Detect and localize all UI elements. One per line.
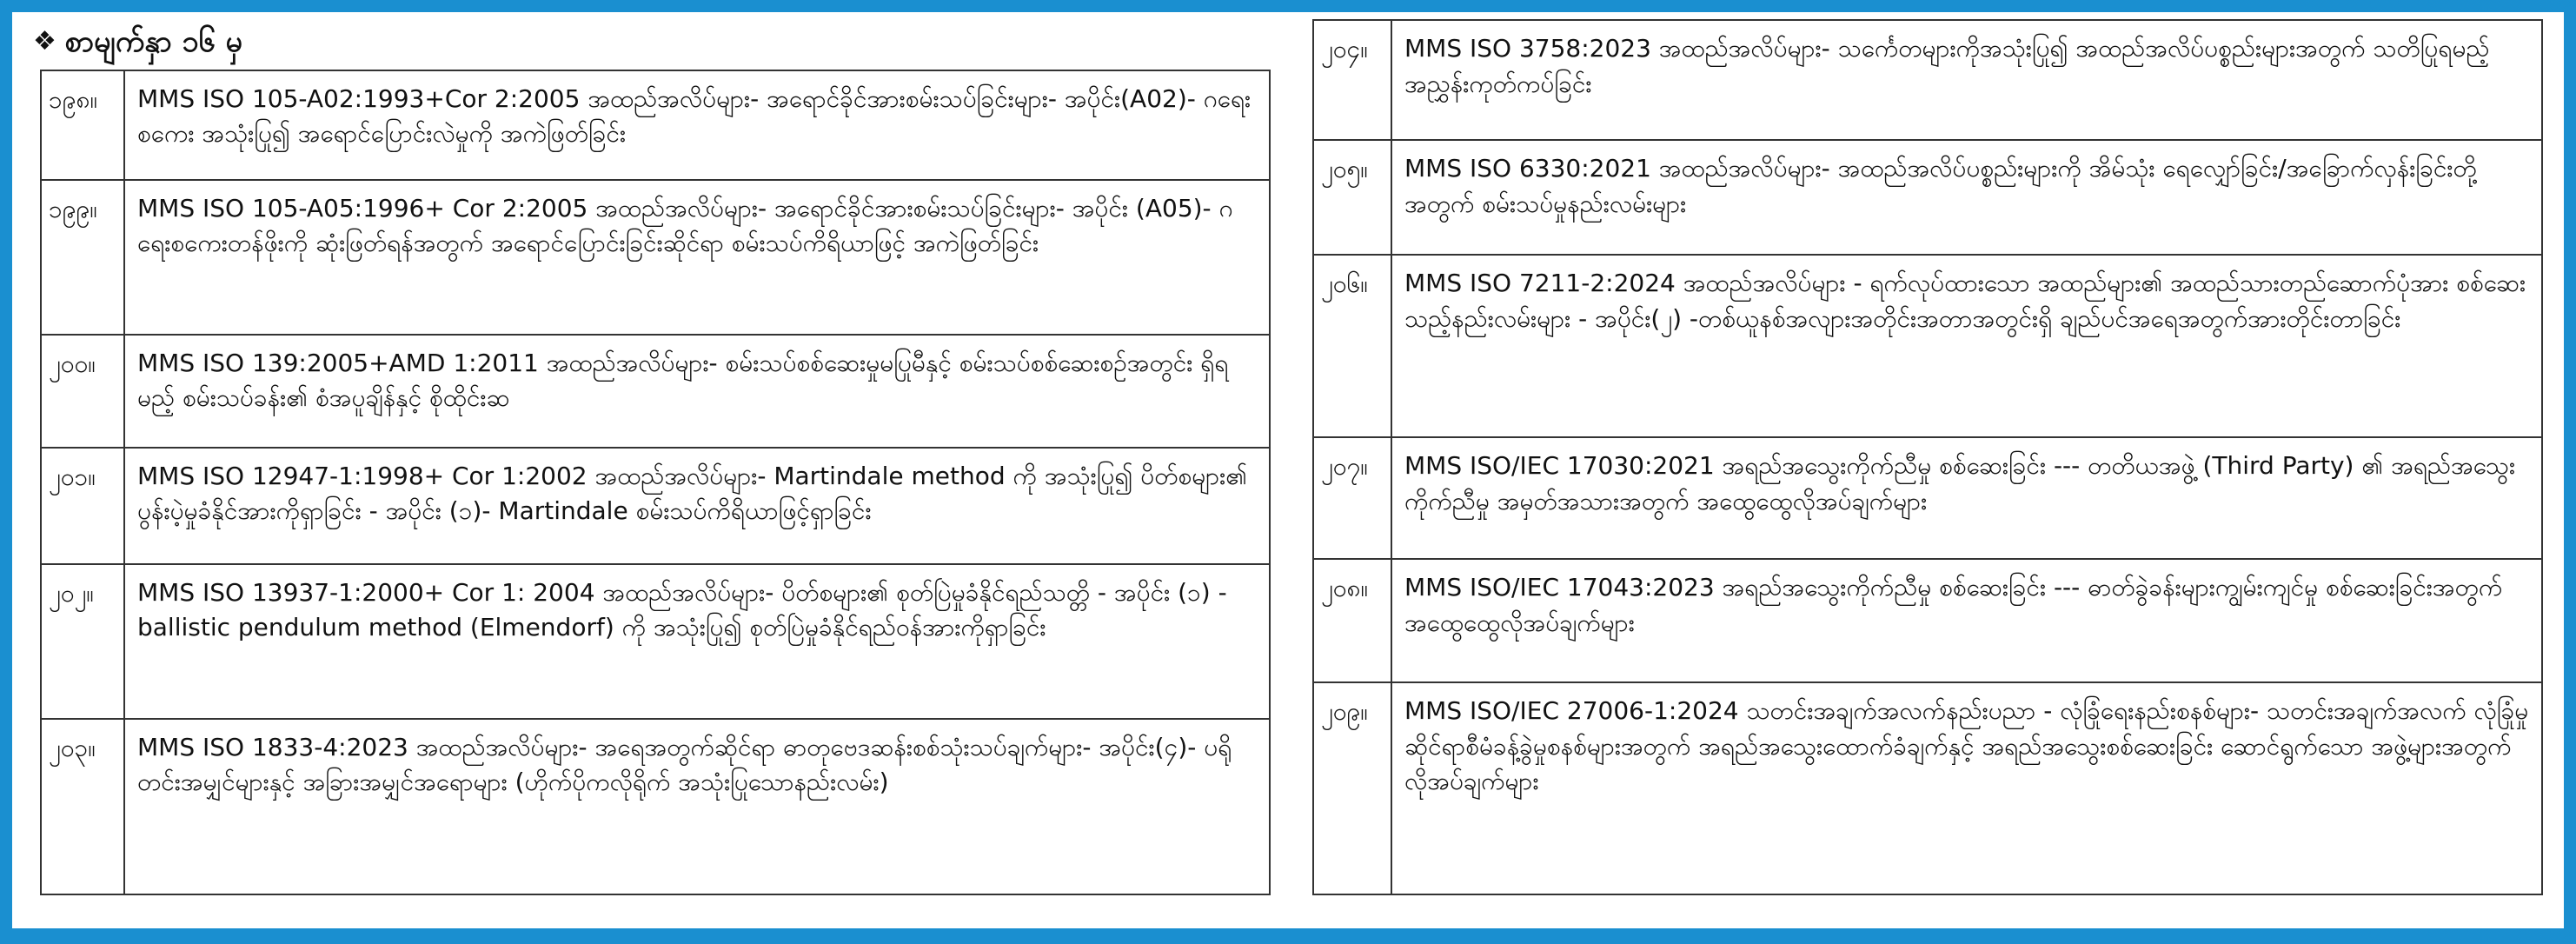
row-number: ၂၀၀။ xyxy=(42,336,125,447)
row-number: ၂၀၈။ xyxy=(1314,560,1392,681)
row-number: ၂၀၉။ xyxy=(1314,683,1392,894)
table-row xyxy=(1314,141,2541,256)
table-row xyxy=(42,181,1269,336)
row-text: MMS ISO/IEC 27006-1:2024 သတင်းအချက်အလက်နည်းပညာ - လုံခြုံရေးနည်းစနစ်များ- သတင်းအချက်အလက် လုံခြုံမှုဆိုင်ရာစီမံခန့်ခွဲမှုစနစ်များအတွက် အရည်အသွေးထောက်ခံချက်နှင့် အရည်အသွေးစစ်ဆေးခြင်း ဆောင်ရွက်သော အဖွဲ့များအတွက် လိုအပ်ချက်များ xyxy=(1404,696,2529,796)
table-row xyxy=(42,565,1269,720)
heading-label: စာမျက်နှာ ၁၆ မှ xyxy=(64,24,242,59)
row-text: MMS ISO 6330:2021 အထည်အလိပ်များ- အထည်အလိပ်ပစ္စည်းများကို အိမ်သုံး ရေလျှော်ခြင်း/အခြောက်လှန်းခြင်းတို့အတွက် စမ်းသပ်မှုနည်းလမ်းများ xyxy=(1404,154,2477,218)
row-number: ၂၀၇။ xyxy=(1314,438,1392,558)
table-row xyxy=(1314,683,2541,894)
row-number: ၁၉၈။ xyxy=(42,71,125,179)
section-heading xyxy=(33,19,242,64)
table-row xyxy=(42,336,1269,449)
row-number: ၂၀၆။ xyxy=(1314,256,1392,436)
diamond-bullet-icon: ❖ xyxy=(33,26,56,57)
table-row xyxy=(1314,256,2541,438)
row-number: ၂၀၄။ xyxy=(1314,21,1392,139)
right-standards-table xyxy=(1312,19,2543,895)
row-number: ၂၀၁။ xyxy=(42,449,125,563)
row-number: ၁၉၉။ xyxy=(42,181,125,334)
left-standards-table xyxy=(40,70,1271,895)
table-row xyxy=(42,71,1269,181)
row-number: ၂၀၂။ xyxy=(42,565,125,718)
row-text: MMS ISO/IEC 17030:2021 အရည်အသွေးကိုက်ညီမှု စစ်ဆေးခြင်း --- တတိယအဖွဲ့ (Third Party) ၏ အရည်အသွေးကိုက်ညီမှု အမှတ်အသားအတွက် အထွေထွေလိုအပ်ချက်များ xyxy=(1404,451,2516,515)
row-text: MMS ISO 105-A05:1996+ Cor 2:2005 အထည်အလိပ်များ- အရောင်ခိုင်အားစမ်းသပ်ခြင်းများ- အပိုင်း (A05)- ဂရေးစကေးတန်ဖိုးကို ဆုံးဖြတ်ရန်အတွက် အရောင်ပြောင်းခြင်းဆိုင်ရာ စမ်းသပ်ကိရိယာဖြင့် အကဲဖြတ်ခြင်း xyxy=(137,194,1233,257)
row-text: MMS ISO 139:2005+AMD 1:2011 အထည်အလိပ်များ- စမ်းသပ်စစ်ဆေးမှုမပြုမီနှင့် စမ်းသပ်စစ်ဆေးစဉ်အတွင်း ရှိရမည့် စမ်းသပ်ခန်း၏ စံအပူချိန်နှင့် စိုထိုင်းဆ xyxy=(137,349,1229,412)
table-row xyxy=(1314,560,2541,683)
row-text: MMS ISO 3758:2023 အထည်အလိပ်များ- သင်္ကေတများကိုအသုံးပြု၍ အထည်အလိပ်ပစ္စည်းများအတွက် သတိပြုရမည့်အညွှန်းကုတ်ကပ်ခြင်း xyxy=(1404,34,2490,98)
table-row xyxy=(42,720,1269,894)
row-text: MMS ISO/IEC 17043:2023 အရည်အသွေးကိုက်ညီမှု စစ်ဆေးခြင်း --- ဓာတ်ခွဲခန်းများကျွမ်းကျင်မှု စစ်ဆေးခြင်းအတွက် အထွေထွေလိုအပ်ချက်များ xyxy=(1404,573,2503,637)
row-number: ၂၀၃။ xyxy=(42,720,125,894)
row-text: MMS ISO 13937-1:2000+ Cor 1: 2004 အထည်အလိပ်များ- ပိတ်စများ၏ စုတ်ပြဲမှုခံနိုင်ရည်သတ္တိ - အပိုင်း (၁) - ballistic pendulum method (Elmendorf) ကို အသုံးပြု၍ စုတ်ပြဲမှုခံနိုင်ရည်ဝန်အားကိုရှာခြင်း xyxy=(137,578,1227,642)
table-row xyxy=(42,449,1269,565)
table-row xyxy=(1314,21,2541,141)
row-text: MMS ISO 105-A02:1993+Cor 2:2005 အထည်အလိပ်များ- အရောင်ခိုင်အားစမ်းသပ်ခြင်းများ- အပိုင်း(A02)- ဂရေးစကေး အသုံးပြု၍ အရောင်ပြောင်းလဲမှုကို အကဲဖြတ်ခြင်း xyxy=(137,84,1251,148)
row-text: MMS ISO 12947-1:1998+ Cor 1:2002 အထည်အလိပ်များ- Martindale method ကို အသုံးပြု၍ ပိတ်စများ၏ ပွန်းပဲ့မှုခံနိုင်အားကိုရှာခြင်း - အပိုင်း (၁)- Martindale စမ်းသပ်ကိရိယာဖြင့်ရှာခြင်း xyxy=(137,462,1248,525)
row-text: MMS ISO 7211-2:2024 အထည်အလိပ်များ - ရက်လုပ်ထားသော အထည်များ၏ အထည်သားတည်ဆောက်ပုံအား စစ်ဆေးသည့်နည်းလမ်းများ - အပိုင်း(၂) -တစ်ယူနစ်အလျားအတိုင်းအတာအတွင်းရှိ ချည်ပင်အရေအတွက်အားတိုင်းတာခြင်း xyxy=(1404,269,2526,333)
table-row xyxy=(1314,438,2541,560)
row-number: ၂၀၅။ xyxy=(1314,141,1392,254)
row-text: MMS ISO 1833-4:2023 အထည်အလိပ်များ- အရေအတွက်ဆိုင်ရာ ဓာတုဗေဒဆန်းစစ်သုံးသပ်ချက်များ- အပိုင်း(၄)- ပရိုတင်းအမျှင်များနှင့် အခြားအမျှင်အရောများ (ဟိုက်ပိုကလိုရိုက် အသုံးပြုသောနည်းလမ်း) xyxy=(137,733,1232,796)
